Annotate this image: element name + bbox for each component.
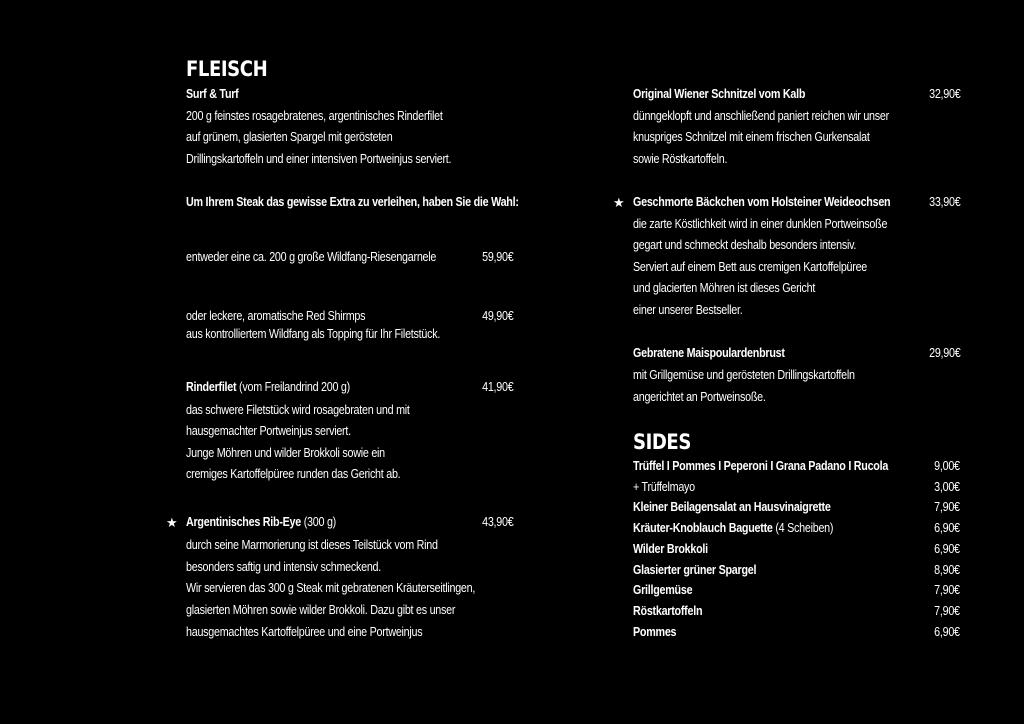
side-item-price: 7,90€ <box>934 604 960 618</box>
baeckchen-desc-2: gegart und schmeckt deshalb besonders intensiv. <box>633 238 857 252</box>
rinderfilet-desc-4: cremiges Kartoffelpüree runden das Gericht ab. <box>186 467 401 481</box>
side-item-price: 9,00€ <box>934 459 960 473</box>
side-item-name: Glasierter grüner Spargel <box>633 563 757 577</box>
option-garnele-price: 59,90€ <box>481 250 513 264</box>
ribeye-desc-2: besonders saftig und intensiv schmeckend. <box>186 560 381 574</box>
side-item-name: + Trüffelmayo <box>633 480 695 494</box>
baeckchen-desc-3: Serviert auf einem Bett aus cremigen Kartoffelpüree <box>633 260 868 274</box>
side-item-price: 6,90€ <box>934 542 960 556</box>
mais-desc-2: angerichtet an Portweinsoße. <box>633 390 766 404</box>
baeckchen-desc-5: einer unserer Bestseller. <box>633 303 743 317</box>
ribeye-title-row <box>186 515 336 530</box>
ribeye-desc-3: Wir servieren das 300 g Steak mit gebratenen Kräuterseitlingen, <box>186 581 476 595</box>
surf-turf-desc-2: auf grünem, glasierten Spargel mit gerösteten <box>186 130 393 144</box>
side-item-price: 8,90€ <box>934 563 960 577</box>
rinderfilet-title: Rinderfilet <box>186 380 237 394</box>
side-item-name: Wilder Brokkoli <box>633 542 708 556</box>
side-item-name: Kleiner Beilagensalat an Hausvinaigrette <box>633 500 831 514</box>
ribeye-desc-1: durch seine Marmorierung ist dieses Teilstück vom Rind <box>186 538 438 552</box>
side-item <box>633 459 888 474</box>
ribeye-title: Argentinisches Rib-Eye <box>186 515 301 529</box>
option-shrimps-line1: oder leckere, aromatische Red Shirmps <box>186 309 366 323</box>
surf-turf-title: Surf & Turf <box>186 87 239 101</box>
side-item <box>633 500 831 515</box>
mais-price: 29,90€ <box>928 346 960 360</box>
option-shrimps-line2: aus kontrolliertem Wildfang als Topping für Ihr Filetstück. <box>186 327 441 341</box>
baeckchen-desc-4: und glacierten Möhren ist dieses Gericht <box>633 281 816 295</box>
surf-turf-extra: Um Ihrem Steak das gewisse Extra zu verleihen, haben Sie die Wahl: <box>186 195 519 209</box>
side-item-price: 6,90€ <box>934 625 960 639</box>
side-item-name: Pommes <box>633 625 677 639</box>
side-item <box>633 480 695 495</box>
ribeye-desc-4: glasierten Möhren sowie wilder Brokkoli. Dazu gibt es unser <box>186 603 456 617</box>
side-item-name: Grillgemüse <box>633 583 693 597</box>
side-item-price: 3,00€ <box>934 480 960 494</box>
mais-title: Gebratene Maispoulardenbrust <box>633 346 785 360</box>
rinderfilet-desc-2: hausgemachter Portweinjus serviert. <box>186 424 351 438</box>
side-item-price: 7,90€ <box>934 583 960 597</box>
side-item <box>633 625 676 640</box>
sides-heading: SIDES <box>633 430 691 454</box>
fleisch-heading: FLEISCH <box>186 57 268 81</box>
ribeye-desc-5: hausgemachtes Kartoffelpüree und eine Portweinjus <box>186 625 423 639</box>
baeckchen-desc-1: die zarte Köstlichkeit wird in einer dunklen Portweinsoße <box>633 217 888 231</box>
baeckchen-title: Geschmorte Bäckchen vom Holsteiner Weideochsen <box>633 195 891 209</box>
bestseller-star-icon: ★ <box>166 515 178 530</box>
schnitzel-desc-1: dünngeklopft und anschließend paniert reichen wir unser <box>633 109 889 123</box>
side-item-price: 6,90€ <box>934 521 960 535</box>
schnitzel-desc-3: sowie Röstkartoffeln. <box>633 152 728 166</box>
schnitzel-desc-2: knuspriges Schnitzel mit einem frischen Gurkensalat <box>633 130 870 144</box>
rinderfilet-price: 41,90€ <box>481 380 513 394</box>
schnitzel-price: 32,90€ <box>928 87 960 101</box>
ribeye-note: (300 g) <box>300 515 336 529</box>
baeckchen-price: 33,90€ <box>928 195 960 209</box>
rinderfilet-title-row <box>186 380 350 395</box>
rinderfilet-desc-1: das schwere Filetstück wird rosagebraten und mit <box>186 403 410 417</box>
option-garnele-text: entweder eine ca. 200 g große Wildfang-Riesengarnele <box>186 250 437 264</box>
side-item-name: Röstkartoffeln <box>633 604 703 618</box>
side-item-note: (4 Scheiben) <box>772 521 834 535</box>
surf-turf-desc-3: Drillingskartoffeln und einer intensiven Portweinjus serviert. <box>186 152 452 166</box>
rinderfilet-desc-3: Junge Möhren und wilder Brokkoli sowie ein <box>186 446 385 460</box>
side-item <box>633 521 833 536</box>
surf-turf-desc-1: 200 g feinstes rosagebratenes, argentinisches Rinderfilet <box>186 109 443 123</box>
side-item <box>633 604 702 619</box>
mais-desc-1: mit Grillgemüse und gerösteten Drillingskartoffeln <box>633 368 855 382</box>
side-item <box>633 583 692 598</box>
schnitzel-title: Original Wiener Schnitzel vom Kalb <box>633 87 806 101</box>
side-item-price: 7,90€ <box>934 500 960 514</box>
bestseller-star-icon: ★ <box>613 195 625 210</box>
side-item-name: Trüffel I Pommes I Peperoni I Grana Padano I Rucola <box>633 459 889 473</box>
side-item-name: Kräuter-Knoblauch Baguette <box>633 521 773 535</box>
option-shrimps-price: 49,90€ <box>481 309 513 323</box>
ribeye-price: 43,90€ <box>481 515 513 529</box>
rinderfilet-note: (vom Freilandrind 200 g) <box>236 380 350 394</box>
side-item <box>633 563 756 578</box>
side-item <box>633 542 708 557</box>
